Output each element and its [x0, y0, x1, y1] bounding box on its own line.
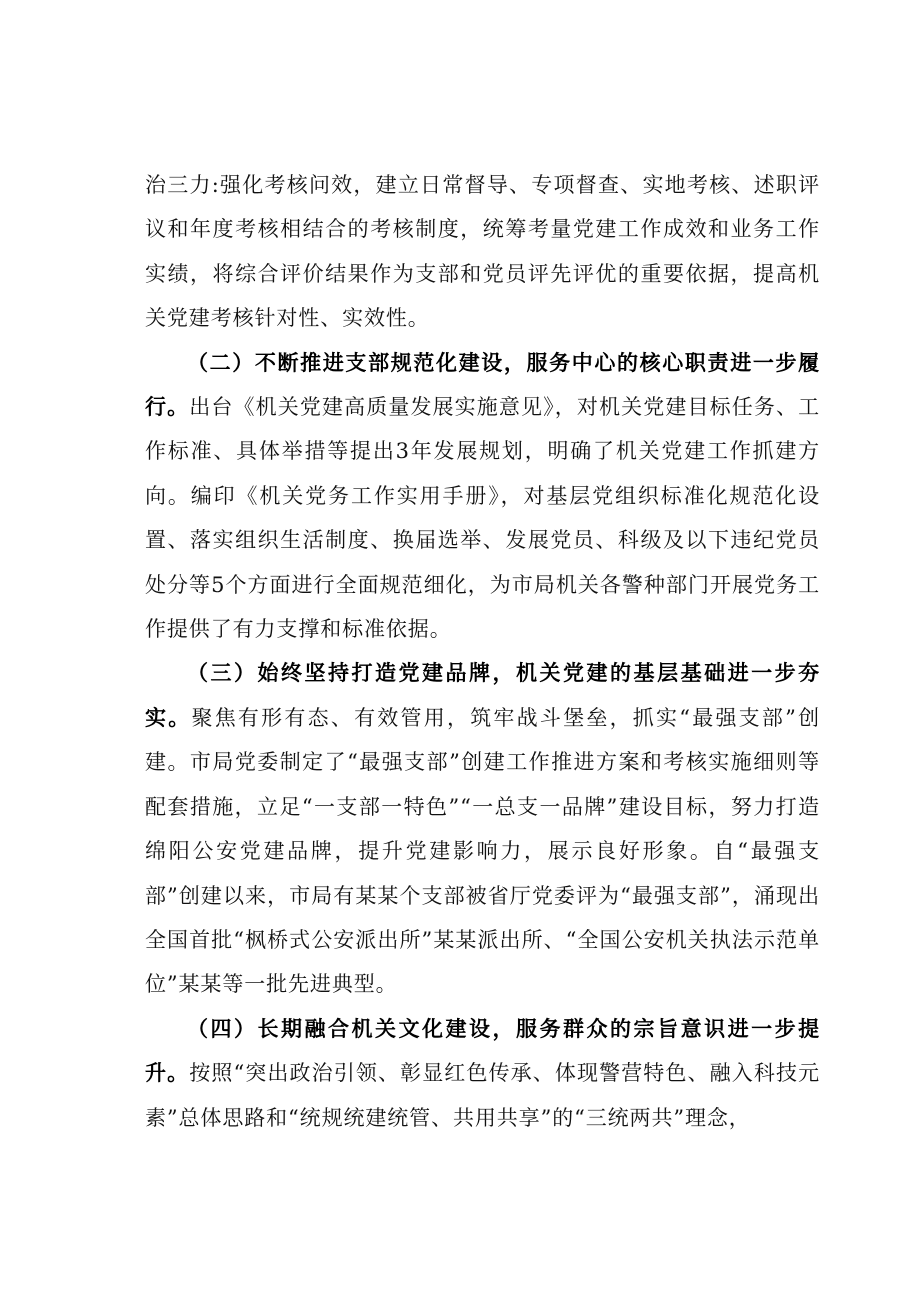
paragraph-2-heading: （二）不断推进支部规范化建设，服务中心的核心职责进一步履行。: [145, 350, 820, 420]
document-body: [145, 163, 820, 1140]
paragraph-4-heading: （四）长期融合机关文化建设，服务群众的宗旨意识进一步提升。: [145, 1016, 820, 1086]
paragraph-3: [145, 651, 820, 1006]
paragraph-2: [145, 341, 820, 652]
paragraph-4-text: 按照“突出政治引领、彰显红色传承、体现警营特色、融入科技元素”总体思路和“统规统建统管、共用共享”的“三统两共”理念，: [145, 1061, 820, 1130]
paragraph-1-text: 治三力:强化考核问效，建立日常督导、专项督查、实地考核、述职评议和年度考核相结合的考核制度，统筹考量党建工作成效和业务工作实绩，将综合评价结果作为支部和党员评先评优的重要依据，提高机关党建考核针对性、实效性。: [145, 173, 820, 331]
paragraph-4: [145, 1007, 820, 1140]
paragraph-1: [145, 163, 820, 341]
paragraph-2-text: 出台《机关党建高质量发展实施意见》，对机关党建目标任务、工作标准、具体举措等提出3年发展规划，明确了机关党建工作抓建方向。编印《机关党务工作实用手册》，对基层党组织标准化规范化设置、落实组织生活制度、换届选举、发展党员、科级及以下违纪党员处分等5个方面进行全面规范细化，为市局机关各警种部门开展党务工作提供了有力支撑和标准依据。: [145, 395, 820, 642]
paragraph-3-text: 聚焦有形有态、有效管用，筑牢战斗堡垒，抓实“最强支部”创建。市局党委制定了“最强支部”创建工作推进方案和考核实施细则等配套措施，立足“一支部一特色”“一总支一品牌”建设目标，努力打造绵阳公安党建品牌，提升党建影响力，展示良好形象。自“最强支部”创建以来，市局有某某个支部被省厅党委评为“最强支部”，涌现出全国首批“枫桥式公安派出所”某某派出所、“全国公安机关执法示范单位”某某等一批先进典型。: [145, 705, 820, 997]
paragraph-3-heading: （三）始终坚持打造党建品牌，机关党建的基层基础进一步夯实。: [145, 661, 820, 730]
